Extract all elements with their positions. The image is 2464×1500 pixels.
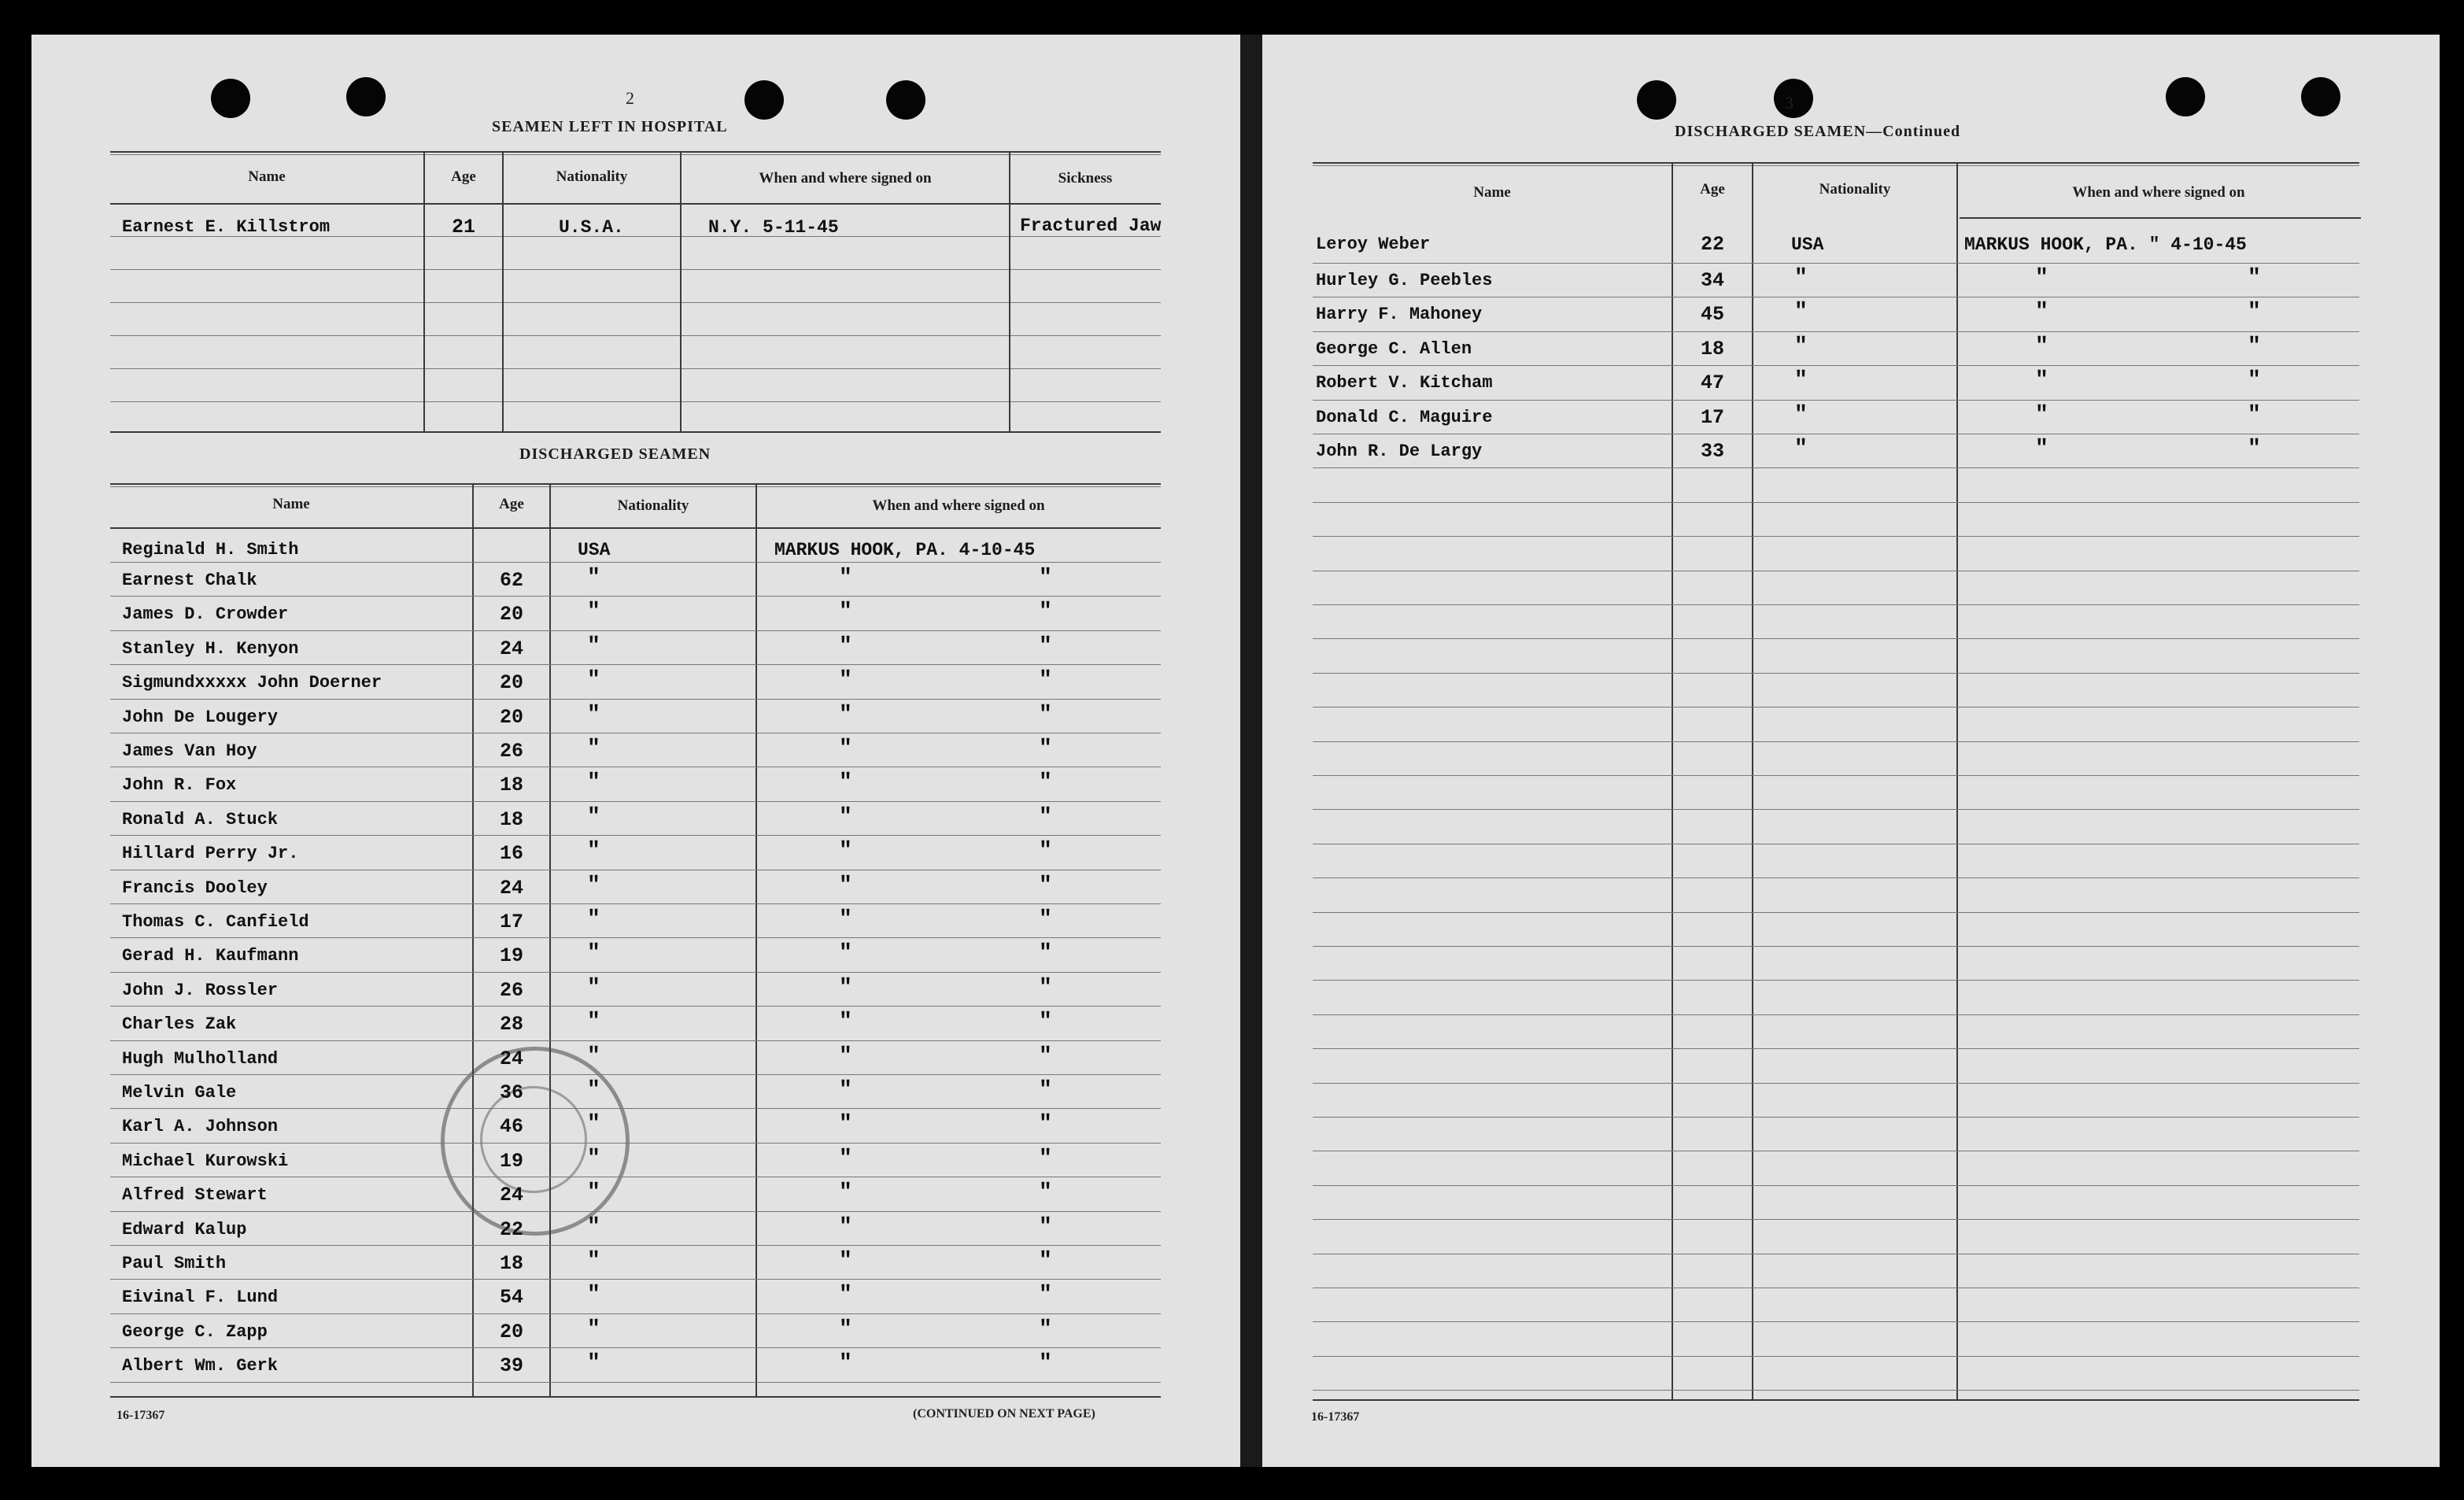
rule <box>1313 707 2359 708</box>
continued-name-cell: Donald C. Maguire <box>1316 408 1493 427</box>
discharged-age-cell: 39 <box>499 1354 523 1377</box>
rule <box>1313 946 2359 947</box>
ditto-mark: " <box>1794 437 1808 461</box>
ditto-mark: " <box>839 1112 852 1136</box>
ditto-mark: " <box>587 1180 600 1205</box>
punch-hole <box>886 80 925 120</box>
rule <box>110 630 1161 631</box>
ditto-mark: " <box>1039 703 1052 727</box>
punch-hole <box>211 79 250 118</box>
discharged-age-cell: 19 <box>499 1150 523 1173</box>
rule <box>110 664 1161 665</box>
hospital-signed-on-cell: N.Y. 5-11-45 <box>708 217 839 238</box>
ditto-mark: " <box>1039 1112 1052 1136</box>
discharged-name-cell: Edward Kalup <box>122 1220 247 1240</box>
rule <box>110 1313 1161 1314</box>
discharged-age-cell: 62 <box>499 569 523 592</box>
rule <box>1313 1083 2359 1084</box>
ditto-mark: " <box>2035 403 2048 427</box>
discharged-name-cell: Thomas C. Canfield <box>122 912 309 932</box>
rule <box>1313 1048 2359 1049</box>
ditto-mark: " <box>839 1010 852 1034</box>
discharged-age-cell: 16 <box>499 842 523 865</box>
ditto-mark: " <box>2035 334 2048 359</box>
rule <box>110 368 1161 369</box>
column-header-nationality: Nationality <box>617 497 689 514</box>
form-number: 16-17367 <box>1311 1410 1360 1424</box>
column-header-signed-on: When and where signed on <box>872 497 1045 514</box>
rule <box>110 1074 1161 1075</box>
column-divider <box>1009 153 1010 431</box>
discharged-age-cell: 24 <box>499 1047 523 1070</box>
rule <box>110 1396 1161 1398</box>
rule <box>1313 809 2359 810</box>
continued-age-cell: 18 <box>1700 338 1724 360</box>
rule <box>110 401 1161 402</box>
ditto-mark: " <box>587 976 600 1000</box>
discharged-name-cell: Karl A. Johnson <box>122 1117 279 1136</box>
column-divider <box>423 153 425 431</box>
right-page <box>1262 35 2440 1467</box>
ditto-mark: " <box>839 941 852 966</box>
ditto-mark: " <box>587 1283 600 1307</box>
discharged-age-cell: 18 <box>499 1252 523 1275</box>
ditto-mark: " <box>1039 907 1052 932</box>
punch-hole <box>2166 77 2205 116</box>
punch-hole <box>1637 80 1676 120</box>
hospital-age-cell: 21 <box>451 216 475 238</box>
column-header-age: Age <box>1700 181 1725 198</box>
discharged-age-cell: 24 <box>499 877 523 900</box>
ditto-mark: " <box>839 1180 852 1205</box>
discharged-age-cell: 24 <box>499 1184 523 1206</box>
ditto-mark: " <box>1039 634 1052 659</box>
column-header-age: Age <box>499 496 524 512</box>
ditto-mark: " <box>1039 1215 1052 1240</box>
rule <box>1313 1321 2359 1322</box>
ditto-mark: " <box>587 1215 600 1240</box>
discharged-name-cell: John R. Fox <box>122 775 237 795</box>
ditto-mark: " <box>839 634 852 659</box>
discharged-age-cell: 28 <box>499 1013 523 1036</box>
discharged-name-cell: George C. Zapp <box>122 1322 268 1342</box>
discharged-name-cell: Eivinal F. Lund <box>122 1288 279 1307</box>
ditto-mark: " <box>1039 1044 1052 1069</box>
ditto-mark: " <box>839 770 852 795</box>
form-number: 16-17367 <box>116 1409 165 1422</box>
ditto-mark: " <box>839 1249 852 1273</box>
rule <box>110 1006 1161 1007</box>
ditto-mark: " <box>839 1317 852 1342</box>
discharged-name-cell: Stanley H. Kenyon <box>122 639 299 659</box>
rule <box>1313 877 2359 878</box>
ditto-mark: " <box>1794 300 1808 324</box>
ditto-mark: " <box>587 770 600 795</box>
rule <box>110 527 1161 529</box>
continued-name-cell: Robert V. Kitcham <box>1316 373 1493 393</box>
discharged-name-cell: John De Lougery <box>122 708 279 727</box>
rule <box>1313 1399 2359 1401</box>
hospital-nationality-cell: U.S.A. <box>559 217 624 238</box>
discharged-name-cell: Albert Wm. Gerk <box>122 1356 279 1376</box>
ditto-mark: " <box>1039 805 1052 829</box>
ditto-mark: " <box>587 1044 600 1069</box>
continued-age-cell: 45 <box>1700 303 1724 326</box>
column-header-nationality: Nationality <box>556 168 628 185</box>
discharged-age-cell: 20 <box>499 1321 523 1343</box>
discharged-age-cell: 20 <box>499 671 523 694</box>
rule <box>1313 673 2359 674</box>
ditto-mark: " <box>587 805 600 829</box>
ditto-mark: " <box>839 1351 852 1376</box>
discharged-age-cell: 20 <box>499 706 523 729</box>
ditto-mark: " <box>839 737 852 761</box>
rule <box>110 835 1161 836</box>
column-divider <box>680 153 682 431</box>
ditto-mark: " <box>1039 1147 1052 1171</box>
rule <box>1313 741 2359 742</box>
column-divider <box>549 485 551 1396</box>
discharged-name-cell: Sigmundxxxxx John Doerner <box>122 673 382 693</box>
ditto-mark: " <box>1794 368 1808 393</box>
rule <box>110 596 1161 597</box>
rule <box>1313 1219 2359 1220</box>
ditto-mark: " <box>1039 1317 1052 1342</box>
discharged-age-cell: 22 <box>499 1218 523 1241</box>
page-number: 3 <box>1785 93 1794 113</box>
ditto-mark: " <box>587 703 600 727</box>
rule <box>110 801 1161 802</box>
rule <box>1313 365 2359 366</box>
ditto-mark: " <box>1039 941 1052 966</box>
ditto-mark: " <box>587 1078 600 1103</box>
discharged-name-cell: Hugh Mulholland <box>122 1049 279 1069</box>
rule <box>1313 1390 2359 1391</box>
ditto-mark: " <box>1039 600 1052 624</box>
rule <box>1313 638 2359 639</box>
column-header-nationality: Nationality <box>1819 181 1891 198</box>
column-header-name: Name <box>248 168 286 185</box>
continued-name-cell: George C. Allen <box>1316 339 1472 359</box>
ditto-mark: " <box>839 1078 852 1103</box>
column-header-age: Age <box>451 168 476 185</box>
discharged-name-cell: Earnest Chalk <box>122 571 257 590</box>
rule <box>110 486 1161 487</box>
ditto-mark: " <box>1039 874 1052 898</box>
ditto-mark: " <box>587 874 600 898</box>
continued-name-cell: Leroy Weber <box>1316 235 1431 254</box>
rule <box>110 1108 1161 1109</box>
continued-age-cell: 34 <box>1700 269 1724 292</box>
ditto-mark: " <box>839 566 852 590</box>
continued-age-cell: 33 <box>1700 440 1724 463</box>
continued-nationality-cell: USA <box>1791 235 1824 255</box>
hospital-section-title: SEAMEN LEFT IN HOSPITAL <box>492 118 728 135</box>
ditto-mark: " <box>587 1317 600 1342</box>
ditto-mark: " <box>839 1147 852 1171</box>
rule <box>1313 1185 2359 1186</box>
ditto-mark: " <box>839 805 852 829</box>
ditto-mark: " <box>587 737 600 761</box>
discharged-age-cell: 54 <box>499 1286 523 1309</box>
ditto-mark: " <box>2248 300 2261 324</box>
discharged-name-cell: Francis Dooley <box>122 878 268 898</box>
continued-age-cell: 47 <box>1700 371 1724 394</box>
continued-name-cell: Hurley G. Peebles <box>1316 271 1493 290</box>
ditto-mark: " <box>1039 737 1052 761</box>
rule <box>110 699 1161 700</box>
punch-hole <box>2301 77 2340 116</box>
continued-age-cell: 17 <box>1700 406 1724 429</box>
rule <box>1960 217 2361 219</box>
ditto-mark: " <box>1039 668 1052 693</box>
ditto-mark: " <box>1794 266 1808 290</box>
ditto-mark: " <box>587 1351 600 1376</box>
ditto-mark: " <box>1039 770 1052 795</box>
ditto-mark: " <box>839 874 852 898</box>
rule <box>1313 400 2359 401</box>
ditto-mark: " <box>839 976 852 1000</box>
ditto-mark: " <box>1039 1180 1052 1205</box>
ditto-mark: " <box>1039 566 1052 590</box>
rule <box>1313 912 2359 913</box>
rule <box>1313 502 2359 503</box>
column-header-signed-on: When and where signed on <box>2072 184 2245 201</box>
column-divider <box>502 153 504 431</box>
rule <box>1313 536 2359 537</box>
ditto-mark: " <box>839 668 852 693</box>
ditto-mark: " <box>2248 437 2261 461</box>
discharged-age-cell: 26 <box>499 979 523 1002</box>
ditto-mark: " <box>2248 266 2261 290</box>
rule <box>110 1245 1161 1246</box>
rule <box>110 431 1161 433</box>
ditto-mark: " <box>1039 1249 1052 1273</box>
discharged-age-cell: 18 <box>499 774 523 796</box>
page-number: 2 <box>626 88 634 108</box>
discharged-age-cell: 17 <box>499 911 523 933</box>
continued-name-cell: John R. De Largy <box>1316 442 1483 461</box>
ditto-mark: " <box>587 941 600 966</box>
rule <box>1313 263 2359 264</box>
ditto-mark: " <box>839 1215 852 1240</box>
column-divider <box>1956 164 1958 1399</box>
ditto-mark: " <box>587 600 600 624</box>
ditto-mark: " <box>1039 1010 1052 1034</box>
rule <box>110 937 1161 938</box>
continued-note: (CONTINUED ON NEXT PAGE) <box>913 1407 1095 1421</box>
ditto-mark: " <box>839 1283 852 1307</box>
rule <box>110 154 1161 155</box>
continued-name-cell: Harry F. Mahoney <box>1316 305 1483 324</box>
column-header-name: Name <box>272 496 310 512</box>
rule <box>110 302 1161 303</box>
rule <box>110 972 1161 973</box>
rule <box>1313 775 2359 776</box>
rule <box>1313 980 2359 981</box>
punch-hole <box>346 77 386 116</box>
ditto-mark: " <box>2035 300 2048 324</box>
discharged-name-cell: Michael Kurowski <box>122 1151 289 1171</box>
ditto-mark: " <box>2035 266 2048 290</box>
discharged-age-cell: 19 <box>499 944 523 967</box>
ditto-mark: " <box>587 634 600 659</box>
punch-hole <box>744 80 784 120</box>
discharged-nationality-cell: USA <box>578 540 611 560</box>
discharged-name-cell: James D. Crowder <box>122 604 289 624</box>
rule <box>110 562 1161 563</box>
ditto-mark: " <box>839 703 852 727</box>
discharged-name-cell: Reginald H. Smith <box>122 540 299 560</box>
column-header-name: Name <box>1473 184 1511 201</box>
ditto-mark: " <box>1039 839 1052 863</box>
ditto-mark: " <box>1794 334 1808 359</box>
rule <box>110 269 1161 270</box>
rule <box>1313 162 2359 164</box>
discharged-age-cell: 18 <box>499 808 523 831</box>
ditto-mark: " <box>1039 976 1052 1000</box>
ditto-mark: " <box>839 600 852 624</box>
discharged-age-cell: 46 <box>499 1115 523 1138</box>
discharged-name-cell: Paul Smith <box>122 1254 227 1273</box>
discharged-age-cell: 20 <box>499 603 523 626</box>
column-header-signed-on: When and where signed on <box>759 170 932 187</box>
rule <box>110 1040 1161 1041</box>
hospital-name-cell: Earnest E. Killstrom <box>122 217 331 237</box>
ditto-mark: " <box>2248 368 2261 393</box>
continued-signed-on-cell: MARKUS HOOK, PA. " 4-10-45 <box>1964 235 2247 255</box>
rule <box>1313 331 2359 332</box>
discharged-name-cell: Melvin Gale <box>122 1083 237 1103</box>
column-header-sickness: Sickness <box>1058 170 1113 187</box>
ditto-mark: " <box>587 1112 600 1136</box>
rule <box>110 1382 1161 1383</box>
ditto-mark: " <box>2035 368 2048 393</box>
rule <box>110 483 1161 485</box>
ditto-mark: " <box>587 668 600 693</box>
ditto-mark: " <box>2248 334 2261 359</box>
page-fold <box>1240 35 1262 1467</box>
rule <box>110 903 1161 904</box>
ditto-mark: " <box>1039 1283 1052 1307</box>
discharged-name-cell: John J. Rossler <box>122 981 279 1000</box>
ditto-mark: " <box>839 907 852 932</box>
discharged-name-cell: James Van Hoy <box>122 741 257 761</box>
discharged-age-cell: 36 <box>499 1081 523 1104</box>
rule <box>1313 1014 2359 1015</box>
discharged-name-cell: Gerad H. Kaufmann <box>122 946 299 966</box>
ditto-mark: " <box>587 1010 600 1034</box>
discharged-age-cell: 26 <box>499 740 523 763</box>
ditto-mark: " <box>587 566 600 590</box>
discharged-name-cell: Ronald A. Stuck <box>122 810 279 829</box>
ditto-mark: " <box>2248 403 2261 427</box>
rule <box>1313 467 2359 468</box>
rule <box>1313 604 2359 605</box>
ditto-mark: " <box>1794 403 1808 427</box>
rule <box>110 1279 1161 1280</box>
rule <box>1313 1356 2359 1357</box>
ditto-mark: " <box>1039 1351 1052 1376</box>
discharged-age-cell: 24 <box>499 637 523 660</box>
rule <box>110 151 1161 153</box>
ditto-mark: " <box>587 839 600 863</box>
ditto-mark: " <box>839 1044 852 1069</box>
discharged-continued-title: DISCHARGED SEAMEN—Continued <box>1675 123 1961 140</box>
continued-age-cell: 22 <box>1700 233 1724 256</box>
rule <box>110 335 1161 336</box>
ditto-mark: " <box>587 907 600 932</box>
discharged-name-cell: Hillard Perry Jr. <box>122 844 299 863</box>
ditto-mark: " <box>587 1147 600 1171</box>
column-divider <box>1752 164 1753 1399</box>
ditto-mark: " <box>1039 1078 1052 1103</box>
ditto-mark: " <box>587 1249 600 1273</box>
discharged-name-cell: Alfred Stewart <box>122 1185 268 1205</box>
rule <box>110 1347 1161 1348</box>
ditto-mark: " <box>2035 437 2048 461</box>
hospital-sickness-cell: Fractured Jaw <box>1020 216 1162 236</box>
rule <box>110 1211 1161 1212</box>
rule <box>110 203 1161 205</box>
discharged-name-cell: Charles Zak <box>122 1014 237 1034</box>
rule <box>1313 165 2359 166</box>
punch-hole <box>1774 79 1813 118</box>
column-divider <box>755 485 757 1396</box>
discharged-section-title: DISCHARGED SEAMEN <box>519 445 711 463</box>
discharged-signed-on-cell: MARKUS HOOK, PA. 4-10-45 <box>774 540 1036 560</box>
rule <box>1313 1117 2359 1118</box>
ditto-mark: " <box>839 839 852 863</box>
